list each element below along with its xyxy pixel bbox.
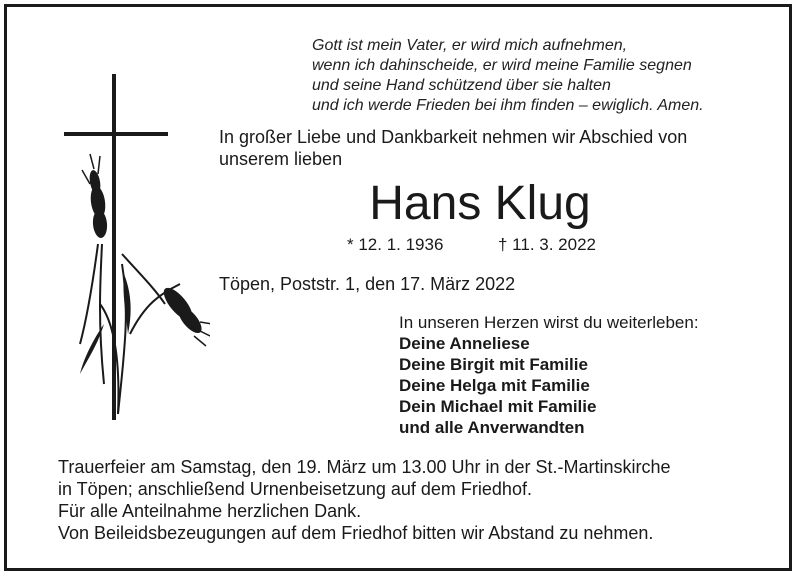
mourner-item: Deine Anneliese [399,334,530,353]
cross-with-wheat-icon [60,74,210,422]
mourners-intro: In unseren Herzen wirst du weiterleben: [399,313,699,332]
poem-line: und ich werde Frieden bei ihm finden – ewiglich. Amen. [312,97,704,114]
birth-date: * 12. 1. 1936 [347,235,444,254]
poem-verse [312,36,704,116]
mourner-item: und alle Anverwandten [399,418,585,437]
intro-line: In großer Liebe und Dankbarkeit nehmen wir Abschied von [219,127,688,147]
intro-text [219,126,687,170]
mourner-item: Deine Birgit mit Familie [399,355,588,374]
ceremony-info [58,456,671,544]
ceremony-line: Für alle Anteilnahme herzlichen Dank. [58,501,362,521]
intro-line: unserem lieben [219,149,343,169]
poem-line: und seine Hand schützend über sie halten [312,77,611,94]
poem-line: Gott ist mein Vater, er wird mich aufnehmen, [312,37,628,54]
mourner-item: Dein Michael mit Familie [399,397,597,416]
place-date: Töpen, Poststr. 1, den 17. März 2022 [219,274,516,294]
mourner-item: Deine Helga mit Familie [399,376,590,395]
mourners-list [399,333,596,438]
ceremony-line: in Töpen; anschließend Urnenbeisetzung auf dem Friedhof. [58,479,532,499]
ceremony-line: Trauerfeier am Samstag, den 19. März um 13.00 Uhr in der St.-Martinskirche [58,457,671,477]
poem-line: wenn ich dahinscheide, er wird meine Familie segnen [312,57,692,74]
deceased-name: Hans Klug [369,177,591,230]
death-date: † 11. 3. 2022 [498,235,596,254]
ceremony-line: Von Beileidsbezeugungen auf dem Friedhof bitten wir Abstand zu nehmen. [58,523,654,543]
